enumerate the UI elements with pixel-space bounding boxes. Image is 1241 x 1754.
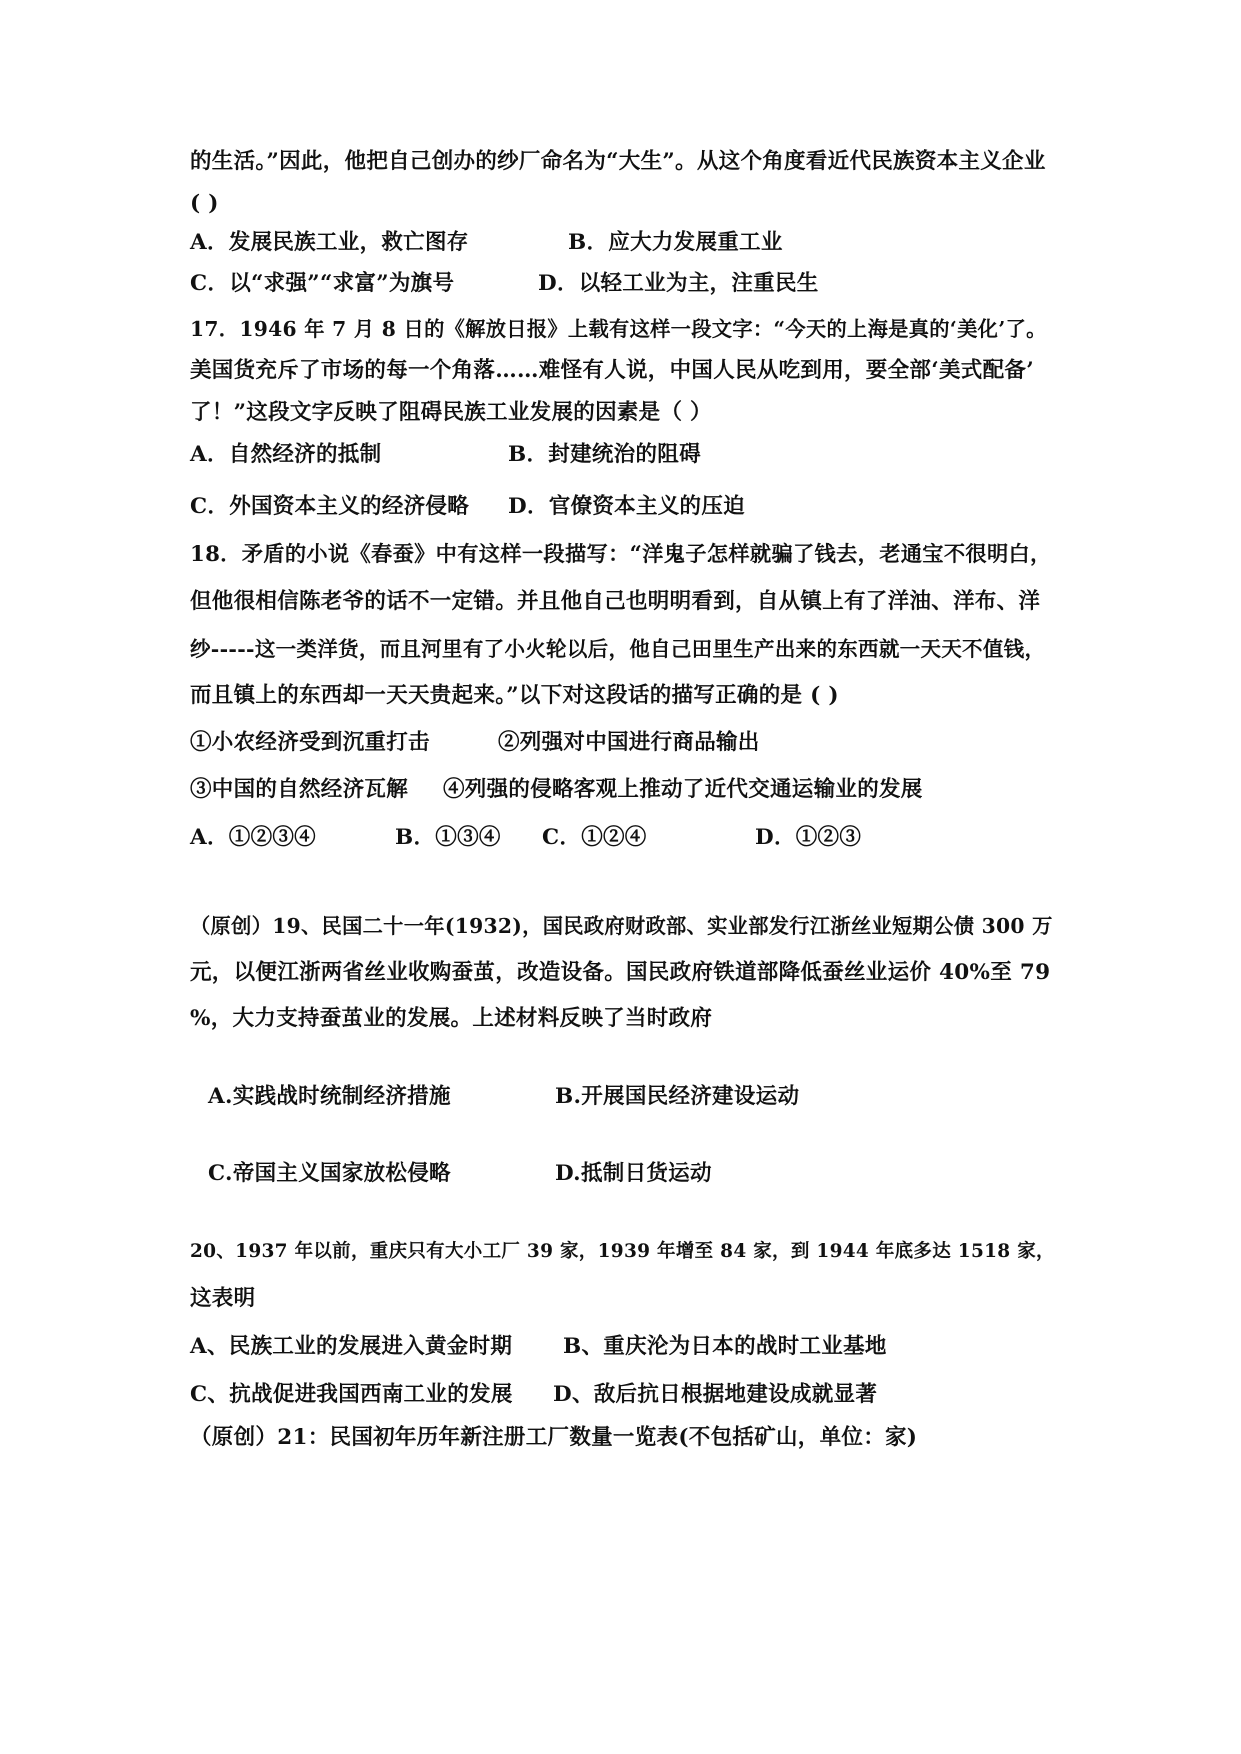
- q16-answer-paren: ( ): [190, 191, 219, 216]
- q20-option-c: C、抗战促进我国西南工业的发展: [190, 1382, 513, 1407]
- q19-option-b: B.开展国民经济建设运动: [555, 1084, 800, 1109]
- q18-stem-line-1: 18．矛盾的小说《春蚕》中有这样一段描写：“洋鬼子怎样就骗了钱去，老通宝不很明白，: [190, 542, 1052, 567]
- q19-option-a: A.实践战时统制经济措施: [208, 1084, 451, 1109]
- q19-stem-line-3: %，大力支持蚕茧业的发展。上述材料反映了当时政府: [190, 1006, 713, 1031]
- q21-stem-line-1: （原创）21：民国初年历年新注册工厂数量一览表(不包括矿山，单位：家): [190, 1425, 918, 1450]
- q19-option-d: D.抵制日货运动: [555, 1161, 712, 1186]
- q18-statement-4: ④列强的侵略客观上推动了近代交通运输业的发展: [443, 777, 923, 802]
- q17-stem-line-3: 了！”这段文字反映了阻碍民族工业发展的因素是（ ）: [190, 400, 712, 425]
- q16-option-c: C．以“求强”“求富”为旗号: [190, 271, 455, 296]
- q18-option-c: C．①②④: [542, 825, 647, 850]
- q17-option-b: B．封建统治的阻碍: [508, 442, 701, 467]
- q17-option-c: C．外国资本主义的经济侵略: [190, 494, 470, 519]
- q20-option-d: D、敌后抗日根据地建设成就显著: [553, 1382, 878, 1407]
- q17-option-d: D．官僚资本主义的压迫: [508, 494, 745, 519]
- q20-option-a: A、民族工业的发展进入黄金时期: [190, 1334, 513, 1359]
- q16-option-a: A．发展民族工业，救亡图存: [190, 230, 469, 255]
- q17-option-a: A．自然经济的抵制: [190, 442, 382, 467]
- q18-statement-1: ①小农经济受到沉重打击: [190, 730, 430, 755]
- q20-option-b: B、重庆沦为日本的战时工业基地: [563, 1334, 887, 1359]
- q16-option-d: D．以轻工业为主，注重民生: [538, 271, 819, 296]
- q19-stem-line-2: 元，以便江浙两省丝业收购蚕茧，改造设备。国民政府铁道部降低蚕丝业运价 40%至 79: [190, 960, 1051, 985]
- q17-stem-line-1: 17．1946 年 7 月 8 日的《解放日报》上载有这样一段文字：“今天的上海是真的‘美化’了。: [190, 317, 1047, 341]
- q16-option-b: B．应大力发展重工业: [568, 230, 783, 255]
- q16-stem-text: 的生活。”因此，他把自己创办的纱厂命名为“大生”。从这个角度看近代民族资本主义企业: [190, 149, 1046, 174]
- q20-stem-line-1: 20、1937 年以前，重庆只有大小工厂 39 家，1939 年增至 84 家，到 1944 年底多达 1518 家，: [190, 1241, 1055, 1262]
- q20-stem-line-2: 这表明: [190, 1286, 256, 1311]
- q18-option-a: A．①②③④: [190, 825, 316, 850]
- q18-statement-3: ③中国的自然经济瓦解: [190, 777, 409, 802]
- q18-statement-2: ②列强对中国进行商品输出: [498, 730, 760, 755]
- q18-option-d: D．①②③: [755, 825, 862, 850]
- q18-stem-line-3: 纱-----这一类洋货，而且河里有了小火轮以后，他自己田里生产出来的东西就一天天不值钱，: [190, 637, 1046, 661]
- q17-stem-line-2: 美国货充斥了市场的每一个角落……难怪有人说，中国人民从吃到用，要全部‘美式配备’: [190, 358, 1034, 383]
- q18-option-b: B．①③④: [395, 825, 501, 850]
- q18-stem-line-4: 而且镇上的东西却一天天贵起来。”以下对这段话的描写正确的是 ( ): [190, 683, 839, 708]
- q19-option-c: C.帝国主义国家放松侵略: [208, 1161, 451, 1186]
- q18-stem-line-2: 但他很相信陈老爷的话不一定错。并且他自己也明明看到，自从镇上有了洋油、洋布、洋: [190, 589, 1041, 614]
- q19-stem-line-1: （原创）19、民国二十一年(1932)，国民政府财政部、实业部发行江浙丝业短期公债 300 万: [190, 914, 1053, 938]
